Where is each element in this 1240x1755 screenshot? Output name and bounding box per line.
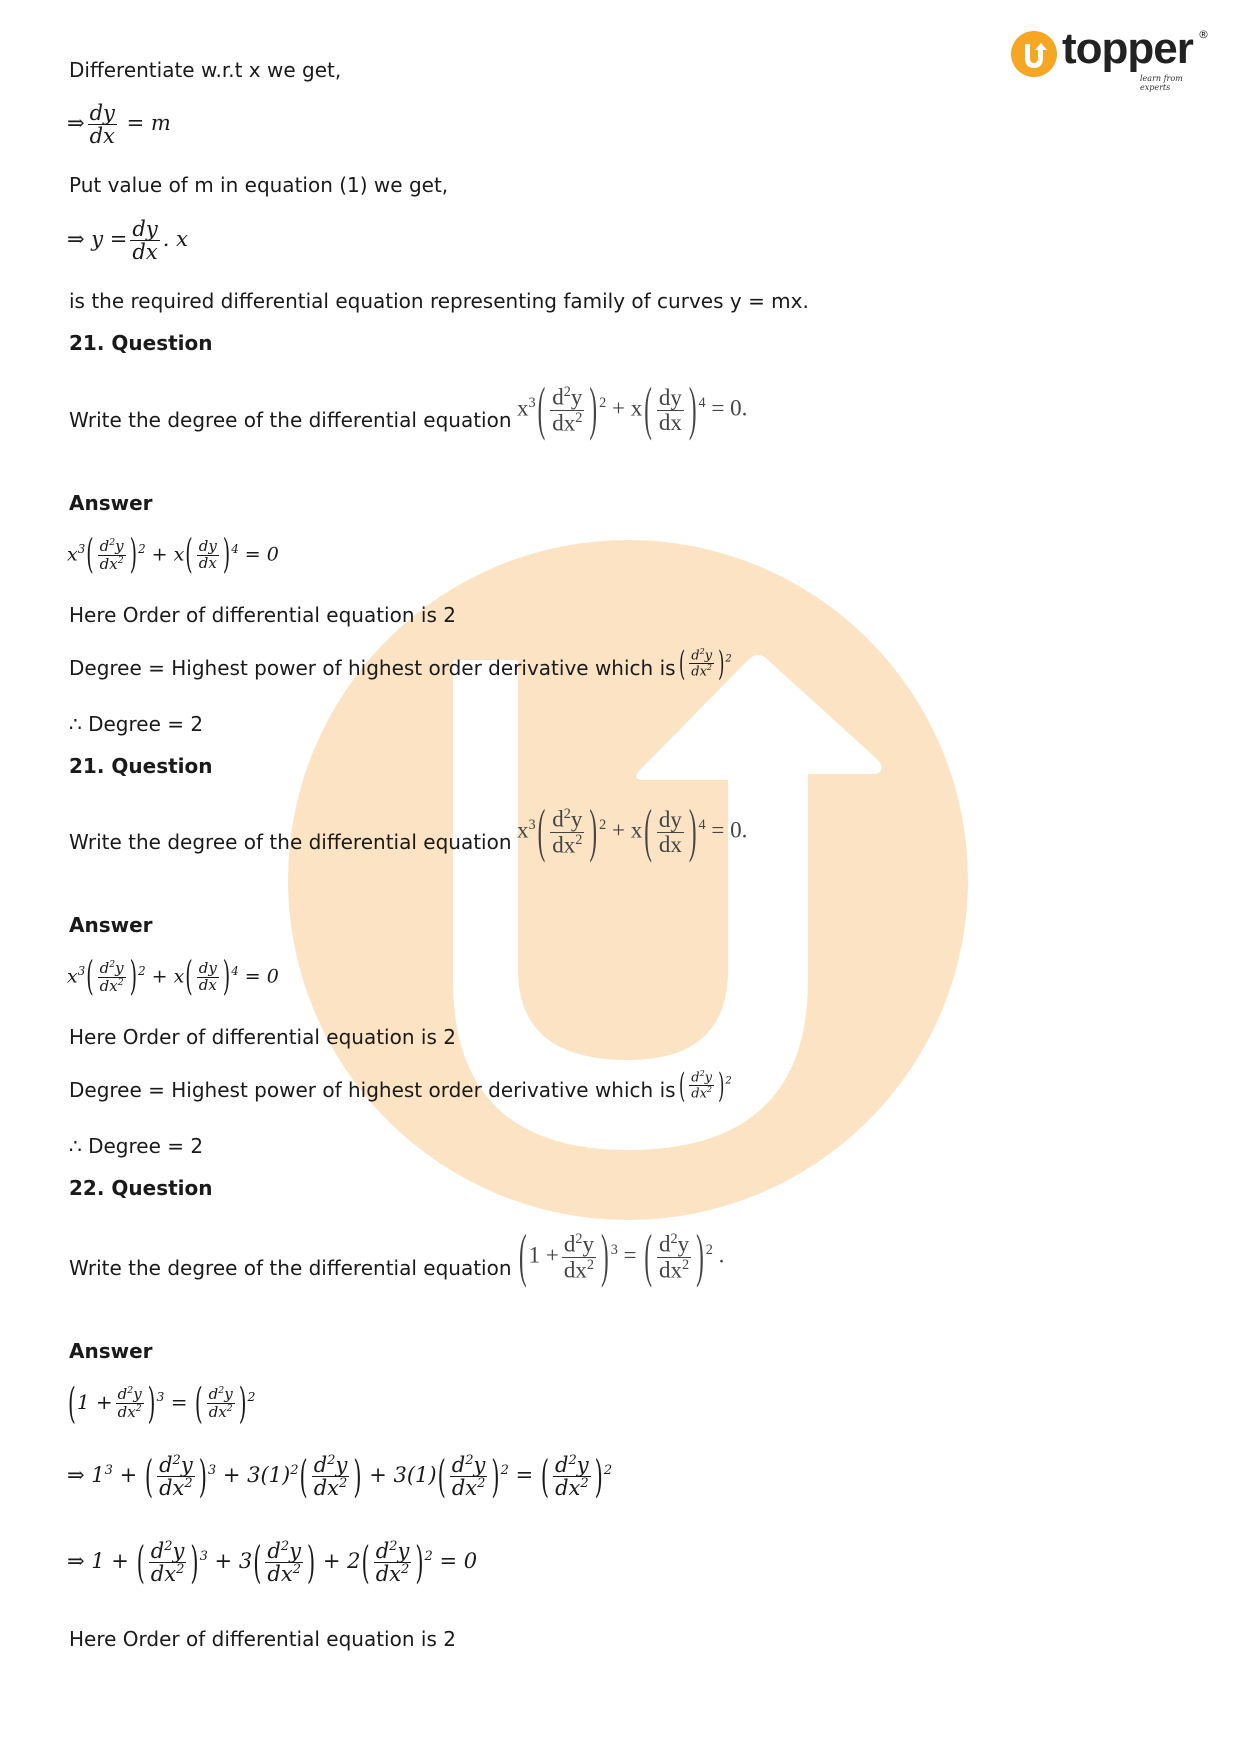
answer-21-result: ∴ Degree = 2 [69, 712, 204, 736]
topper-tagline: learn from experts [1140, 74, 1183, 92]
answer-21b-label: Answer [69, 913, 153, 937]
question-21b-title: 21. Question [69, 754, 213, 778]
answer-21b-result: ∴ Degree = 2 [69, 1134, 204, 1158]
question-22-equation: (1 + $\frac{d^2y}{dx^2}$ ) $^3$ = ( $\frac{d^2y}{dx^2}$ ) $^2$ . [519, 1223, 725, 1289]
topper-logo [1010, 24, 1210, 92]
question-21b-equation: $x^3$( $\frac{d^2y}{dx^2}$ ) $^2$ + x( $\frac{dy}{dx}$ ) $^4$ = 0. [517, 798, 748, 864]
answer-21-degree-text: Degree = Highest power of highest order derivative which is [69, 656, 676, 680]
intro-line: Differentiate w.r.t x we get, [69, 58, 342, 82]
answer-22-step-3: ⇒ 1 + ( $\frac{d^2y}{dx^2}$ )$^3$ + 3( $\frac{d^2y}{dx^2}$ ) + 2( $\frac{d^2y}{dx^2}$ )$^2$ = 0 [67, 1537, 478, 1588]
answer-21-degree-term: ( $\frac{d^2y}{dx^2}$ )$^2$ [679, 643, 732, 684]
topper-logo-icon [1010, 30, 1058, 78]
question-21-title: 21. Question [69, 331, 213, 355]
registered-mark: ® [1198, 28, 1209, 41]
equation-y-dydx-x: ⇒ y = $\frac{dy}{dx}$ . x [67, 217, 188, 265]
required-equation-line: is the required differential equation representing family of curves y = mx. [69, 289, 809, 313]
answer-22-label: Answer [69, 1339, 153, 1363]
question-22-text: Write the degree of the differential equation [69, 1256, 512, 1280]
answer-21b-order: Here Order of differential equation is 2 [69, 1025, 456, 1049]
question-21b-text: Write the degree of the differential equation [69, 830, 512, 854]
answer-21-equation: $x^3$( $\frac{d^2y}{dx^2}$ )$^2$ + x( $\frac{dy}{dx}$ )$^4$ = 0 [67, 532, 279, 579]
answer-22-order: Here Order of differential equation is 2 [69, 1627, 456, 1651]
answer-21-order: Here Order of differential equation is 2 [69, 603, 456, 627]
answer-22-step-1: (1 + $\frac{d^2y}{dx^2}$ )$^3$ = ( $\frac{d^2y}{dx^2}$ )$^2$ [68, 1378, 256, 1429]
question-21-equation: $x^3$( $\frac{d^2y}{dx^2}$ ) $^2$ + x( $\frac{dy}{dx}$ ) $^4$ = 0. [517, 376, 748, 442]
answer-21-label: Answer [69, 491, 153, 515]
answer-21b-equation: $x^3$( $\frac{d^2y}{dx^2}$ )$^2$ + x( $\frac{dy}{dx}$ )$^4$ = 0 [67, 954, 279, 1001]
put-value-line: Put value of m in equation (1) we get, [69, 173, 449, 197]
question-22-title: 22. Question [69, 1176, 213, 1200]
answer-22-step-2: ⇒ $1^3$ + ( $\frac{d^2y}{dx^2}$ )$^3 + 3(1)^2$( $\frac{d^2y}{dx^2}$ ) + 3(1)( $\frac{d^2y}{dx^2}$ )$^2$ = ( $\frac{d^2y}{dx^2}$ )$^2$ [67, 1451, 613, 1502]
question-21-text: Write the degree of the differential equation [69, 408, 512, 432]
answer-21b-degree-text: Degree = Highest power of highest order derivative which is [69, 1078, 676, 1102]
topper-watermark-logo [288, 540, 968, 1220]
answer-21b-degree-term: ( $\frac{d^2y}{dx^2}$ )$^2$ [679, 1065, 732, 1106]
equation-dy-dx-m: ⇒ $\frac{dy}{dx}$ = m [67, 101, 171, 149]
topper-brand-text: topper [1062, 24, 1193, 73]
